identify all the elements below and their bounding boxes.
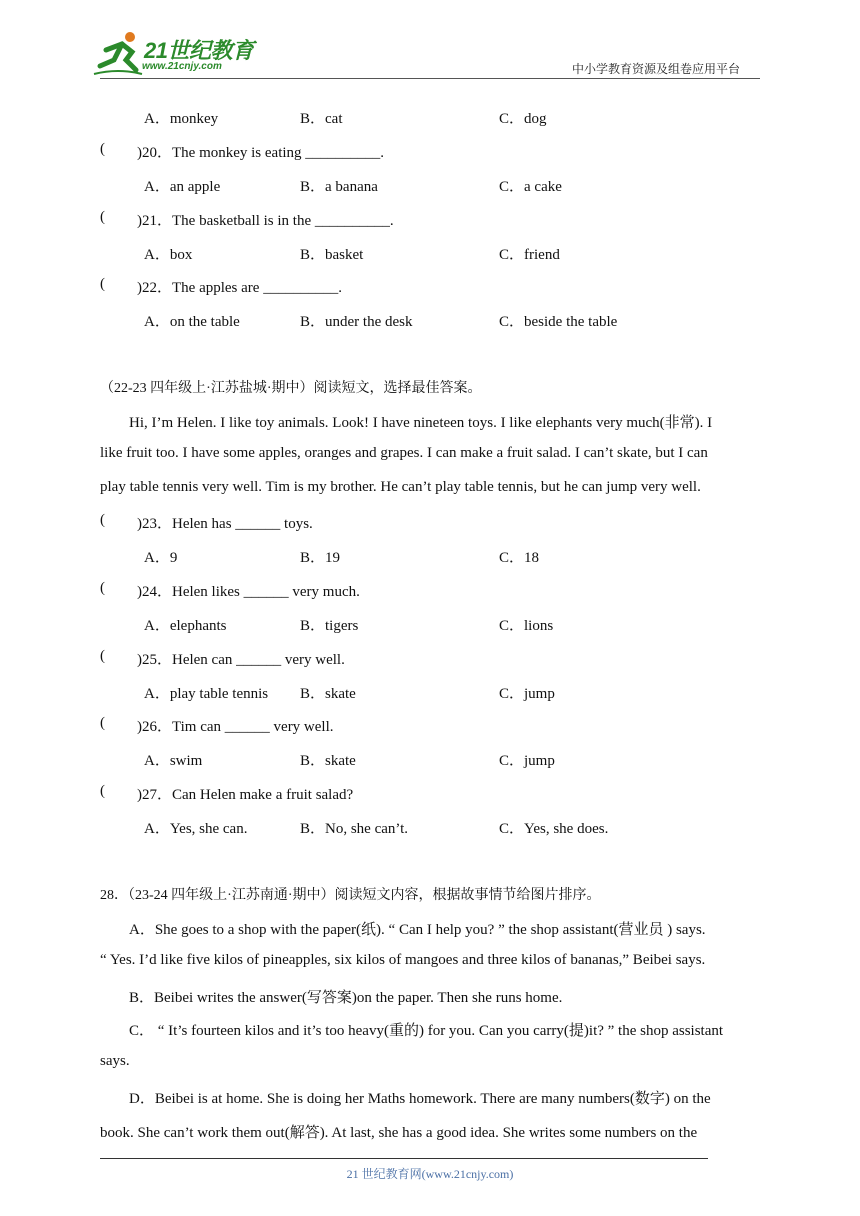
q22-option-c: C．beside the table	[499, 314, 618, 330]
page-header	[0, 0, 860, 80]
q21-option-c: C．friend	[499, 247, 560, 263]
q23-stem: )23．Helen has ______ toys.	[137, 516, 313, 532]
story-line-3: B．Beibei writes the answer(写答案)on the paper. Then she runs home.	[129, 990, 563, 1006]
q26-paren: (	[100, 715, 105, 731]
q20-stem: )20．The monkey is eating __________.	[137, 145, 385, 161]
q19-option-a: A．monkey	[144, 111, 219, 127]
story-line-2: “ Yes. I’d like five kilos of pineapples, six kilos of mangoes and three kilos of bananas,” Beibei says.	[100, 952, 706, 968]
q26-option-b: B．skate	[300, 753, 356, 769]
section-2-heading: （22-23 四年级上·江苏盐城·期中）阅读短文，选择最佳答案。	[100, 381, 482, 396]
section-3-heading: 28．（23-24 四年级上·江苏南通·期中）阅读短文内容，根据故事情节给图片排序。	[100, 888, 601, 903]
passage-line-3: play table tennis very well. Tim is my brother. He can’t play table tennis, but he can jump very well.	[100, 479, 701, 495]
q21-stem: )21．The basketball is in the __________.	[137, 213, 394, 229]
q27-option-b: B．No, she can’t.	[300, 821, 409, 837]
logo	[92, 30, 262, 76]
footer-divider	[100, 1158, 708, 1159]
story-line-4: C． “ It’s fourteen kilos and it’s too heavy(重的) for you. Can you carry(提)it? ” the shop assistant	[129, 1023, 724, 1039]
q22-paren: (	[100, 276, 105, 292]
q23-option-a: A．9	[144, 550, 178, 566]
logo-text: 21世纪教育	[144, 38, 254, 63]
header-divider	[100, 78, 760, 79]
q26-option-c: C．jump	[499, 753, 555, 769]
passage-line-2: like fruit too. I have some apples, oranges and grapes. I can make a fruit salad. I can’t skate, but I can	[100, 445, 708, 461]
q20-paren: (	[100, 141, 105, 157]
q25-option-c: C．jump	[499, 686, 555, 702]
q24-option-a: A．elephants	[144, 618, 227, 634]
q21-option-b: B．basket	[300, 247, 364, 263]
runner-logo-icon	[92, 30, 144, 76]
q20-option-a: A．an apple	[144, 179, 221, 195]
q23-option-c: C．18	[499, 550, 540, 566]
q25-option-a: A．play table tennis	[144, 686, 269, 702]
logo-url: www.21cnjy.com	[142, 61, 222, 72]
passage-line-1: Hi, I’m Helen. I like toy animals. Look! I have nineteen toys. I like elephants very much(非常). I	[129, 415, 713, 431]
q23-option-b: B．19	[300, 550, 341, 566]
story-line-7: book. She can’t work them out(解答). At last, she has a good idea. She writes some numbers on the	[100, 1125, 698, 1141]
q22-option-a: A．on the table	[144, 314, 240, 330]
q21-option-a: A．box	[144, 247, 193, 263]
q22-stem: )22．The apples are __________.	[137, 280, 342, 296]
story-line-1: A．She goes to a shop with the paper(纸). “ Can I help you? ” the shop assistant(营业员 ) says.	[129, 922, 706, 938]
story-line-5: says.	[100, 1053, 130, 1069]
q22-option-b: B．under the desk	[300, 314, 413, 330]
q20-option-c: C．a cake	[499, 179, 562, 195]
q25-stem: )25．Helen can ______ very well.	[137, 652, 345, 668]
q19-option-b: B．cat	[300, 111, 343, 127]
q27-option-a: A．Yes, she can.	[144, 821, 248, 837]
q19-option-c: C．dog	[499, 111, 547, 127]
q27-stem: )27．Can Helen make a fruit salad?	[137, 787, 354, 803]
q26-option-a: A．swim	[144, 753, 203, 769]
q24-paren: (	[100, 580, 105, 596]
q24-stem: )24．Helen likes ______ very much.	[137, 584, 360, 600]
q25-option-b: B．skate	[300, 686, 356, 702]
q26-stem: )26．Tim can ______ very well.	[137, 719, 334, 735]
q27-option-c: C．Yes, she does.	[499, 821, 609, 837]
platform-title: 中小学教育资源及组卷应用平台	[572, 62, 741, 76]
q21-paren: (	[100, 209, 105, 225]
q20-option-b: B．a banana	[300, 179, 378, 195]
q27-paren: (	[100, 783, 105, 799]
page-footer: 21 世纪教育网(www.21cnjy.com)	[346, 1167, 514, 1181]
q25-paren: (	[100, 648, 105, 664]
q24-option-b: B．tigers	[300, 618, 359, 634]
q23-paren: (	[100, 512, 105, 528]
q24-option-c: C．lions	[499, 618, 554, 634]
story-line-6: D．Beibei is at home. She is doing her Maths homework. There are many numbers(数字) on the	[129, 1091, 711, 1107]
